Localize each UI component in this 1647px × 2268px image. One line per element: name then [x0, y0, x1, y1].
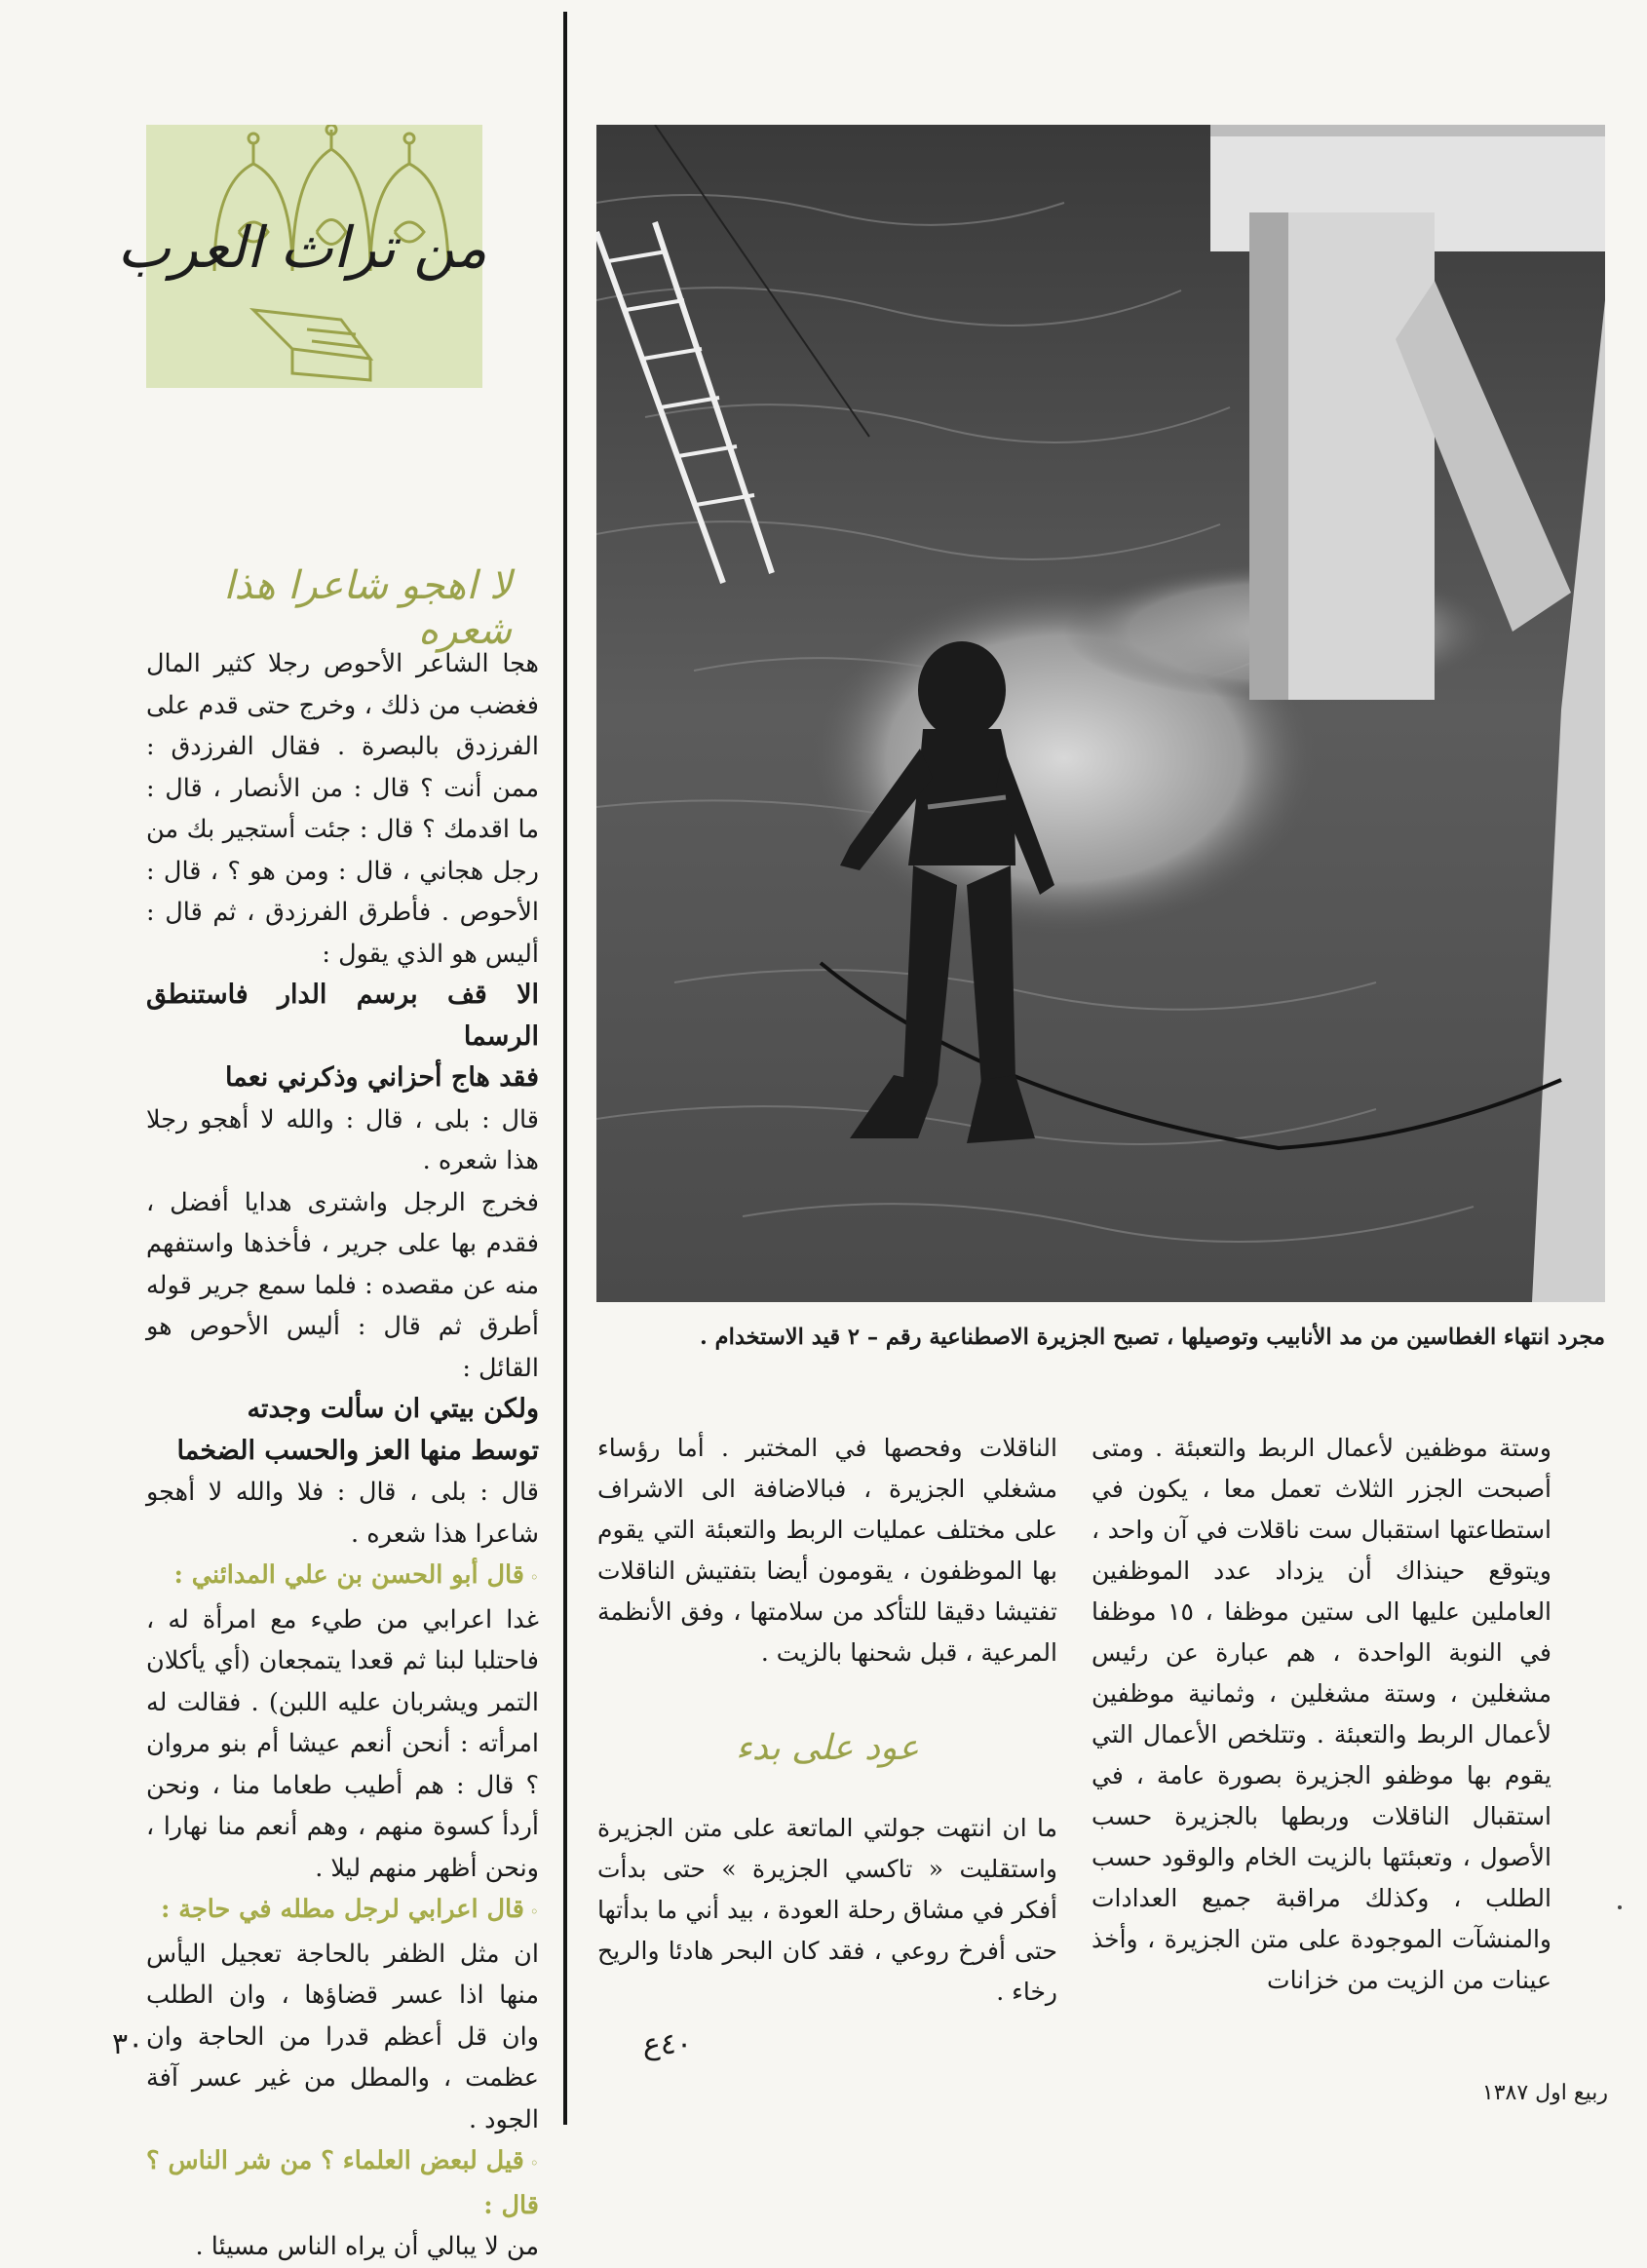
verse: الا قف برسم الدار فاستنطق الرسما: [146, 980, 539, 1052]
anecdote-heading: ◦ قال أبو الحسن بن علي المدائني :: [146, 1555, 539, 1599]
paragraph: قال : بلى ، قال : فلا والله لا أهجو شاعرا هذا شعره .: [146, 1478, 539, 1549]
paragraph: فخرج الرجل واشترى هدايا أفضل ، فقدم بها على جرير ، فأخذها واستفهم منه عن مقصده : فلما سمع جرير قوله أطرق ثم قال : أليس الأحوص هو القائل :: [146, 1187, 539, 1383]
paragraph: غدا اعرابي من طيء مع امرأة له ، فاحتلبا لبنا ثم قعدا يتمجعان (أي يأكلان التمر ويشربان عليه اللبن) . فقالت له امرأته : أنحن أنعم عيشا أم بنو مروان ؟ قال : هم أطيب طعاما منا ، ونحن أردأ كسوة منهم ، وهم أنعم منا نهارا ، ونحن أظهر منهم ليلا .: [146, 1604, 539, 1883]
margin-mark: [1618, 1905, 1622, 1909]
anecdote-heading: ◦ قيل لبعض العلماء ؟ من شر الناس ؟ قال :: [146, 2140, 539, 2226]
verse: توسط منها العز والحسب الضخما: [176, 1435, 539, 1466]
article-column-middle: [597, 1428, 1057, 2013]
left-article: [146, 643, 539, 2268]
heritage-title: من تراث العرب: [117, 214, 487, 281]
photo-caption: مجرد انتهاء الغطاسين من مد الأنابيب وتوصيلها ، تصبح الجزيرة الاصطناعية رقم – ٢ قيد الاستخدام .: [699, 1325, 1605, 1350]
paragraph: ان مثل الظفر بالحاجة تعجيل اليأس منها اذا عسر قضاؤها ، وان الطلب وان قل أعظم قدرا من الحاجة وان عظمت ، والمطل من غير عسر آفة الجود .: [146, 1939, 539, 2134]
diver-photo: [596, 125, 1605, 1302]
paragraph: قال : بلى ، قال : والله لا أهجو رجلا هذا شعره .: [146, 1104, 539, 1175]
paragraph: وستة موظفين لأعمال الربط والتعبئة . ومتى أصبحت الجزر الثلاث تعمل معا ، يكون في استطاعتها استقبال ست ناقلات في آن واحد ، ويتوقع حينذاك أن يزداد عدد الموظفين العاملين عليها الى ستين موظفا ، ١٥ موظفا في النوبة الواحدة ، هم عبارة عن رئيس مشغلين ، وستة مشغلين ، وثمانية موظفين لأعمال الربط والتعبئة . وتتلخص الأعمال التي يقوم بها موظفو الجزيرة بصورة عامة ، في استقبال الناقلات وربطها بالجزيرة حسب الأصول ، وتعبئتها بالزيت الخام والوقود حسب الطلب ، وكذلك مراقبة جميع العدادات والمنشآت الموجودة على متن الجزيرة ، وأخذ عينات من الزيت من خزانات: [1092, 1434, 1552, 1994]
paragraph: هجا الشاعر الأحوص رجلا كثير المال فغضب من ذلك ، وخرج حتى قدم على الفرزدق بالبصرة . فقال الفرزدق : ممن أنت ؟ قال : من الأنصار ، قال : ما اقدمك ؟ قال : جئت أستجير بك من رجل هجاني ، قال : ومن هو ؟ ، قال : الأحوص . فأطرق الفرزدق ، ثم قال : أليس هو الذي يقول :: [146, 649, 539, 969]
article-column-right: [1092, 1428, 1551, 2001]
page-number-right: ٤٠ع: [643, 2027, 693, 2061]
paragraph: ما ان انتهت جولتي الماتعة على متن الجزيرة واستقليت « تاكسي الجزيرة » حتى بدأت أفكر في مشاق رحلة العودة ، بيد أني ما بدأتها حتى أفرخ روعي ، فقد كان البحر هادئا والريح رخاء .: [597, 1814, 1057, 2006]
verse: فقد هاج أحزاني وذكرني نعما: [224, 1062, 539, 1093]
section-heading: عود على بدء: [735, 1728, 920, 1768]
verse: ولكن بيتي ان سألت وجدته: [247, 1394, 539, 1424]
poem-heading: لا اهجو شاعرا هذا شعره: [223, 563, 512, 653]
issue-date: ربيع اول ١٣٨٧: [1481, 2081, 1608, 2105]
column-divider: [563, 12, 567, 2125]
paragraph: الناقلات وفحصها في المختبر . أما رؤساء مشغلي الجزيرة ، فبالاضافة الى الاشراف على مختلف عمليات الربط والتعبئة التي يقوم بها الموظفون ، يقومون أيضا بتفتيش الناقلات تفتيشا دقيقا للتأكد من سلامتها ، وفق الأنظمة المرعية ، قبل شحنها بالزيت .: [597, 1434, 1057, 1667]
page-number-left: ٣٠: [112, 2027, 144, 2061]
anecdote-heading: ◦ قال اعرابي لرجل مطله في حاجة :: [146, 1889, 539, 1934]
paragraph: من لا يبالي أن يراه الناس مسيئا .: [195, 2232, 539, 2261]
